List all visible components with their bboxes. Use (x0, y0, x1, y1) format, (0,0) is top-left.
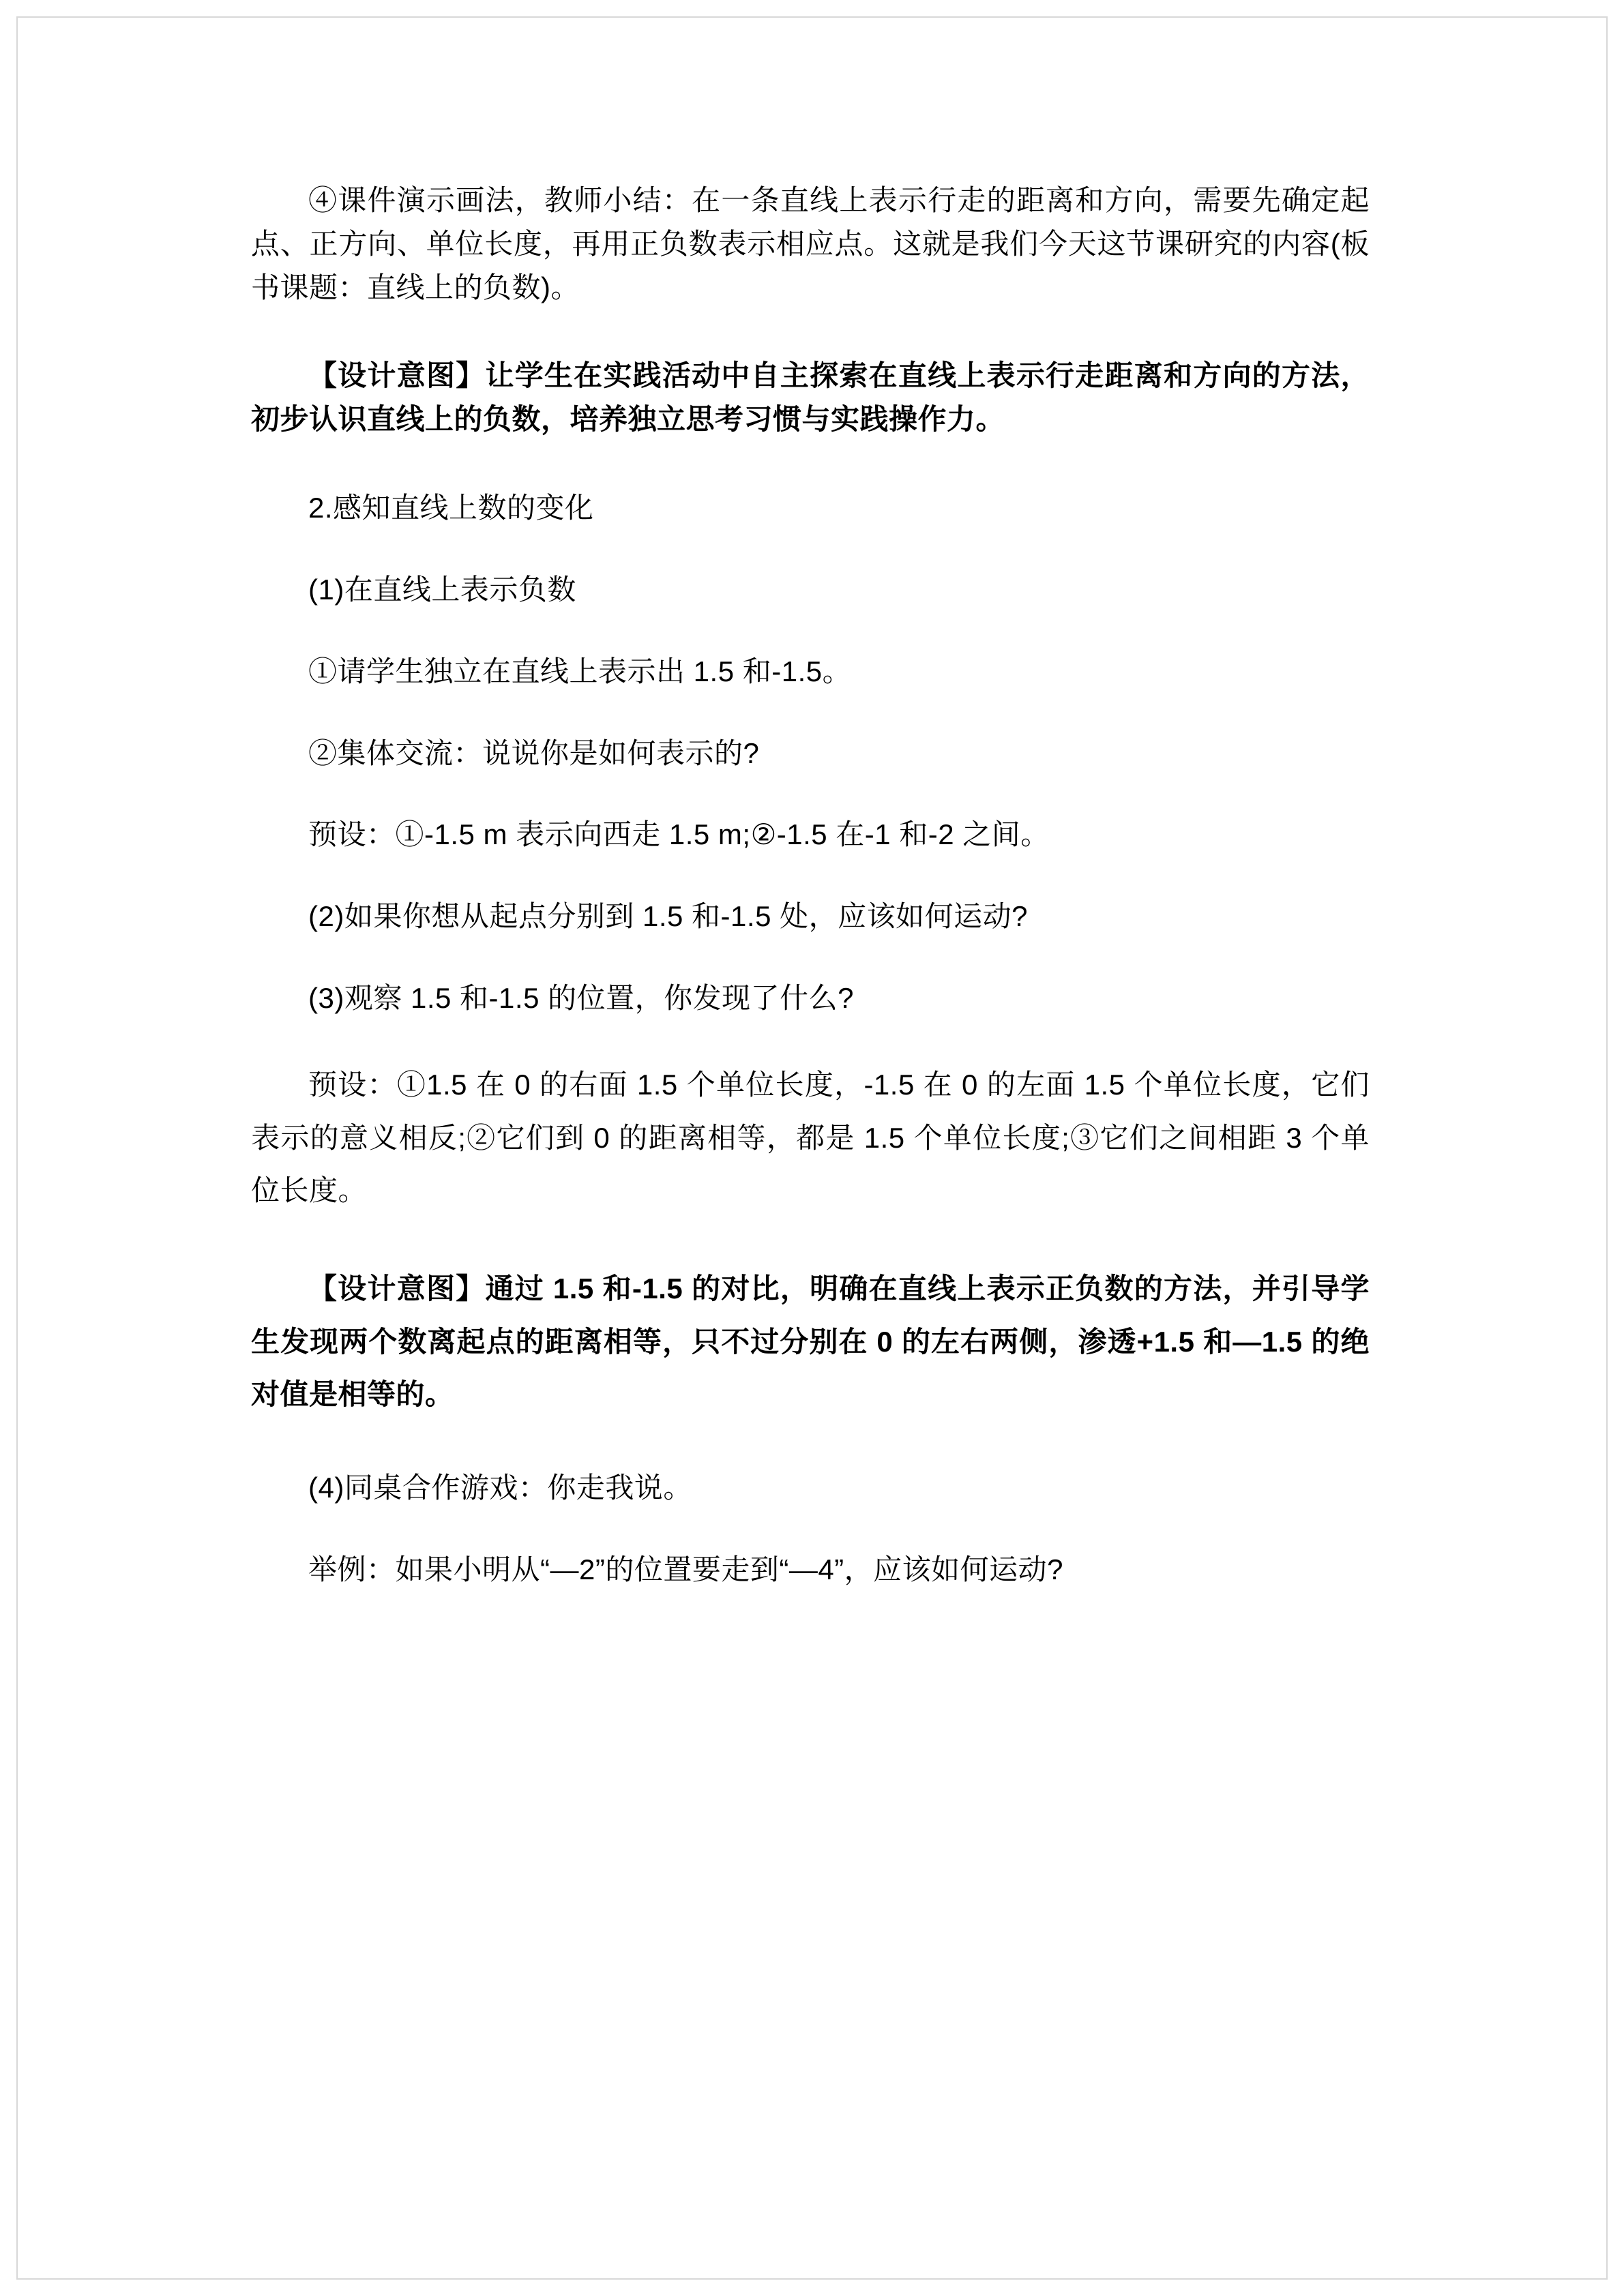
paragraph-item-4: (4)同桌合作游戏：你走我说。 (308, 1472, 692, 1504)
paragraph-preset-1: 预设：①-1.5 m 表示向西走 1.5 m;②-1.5 在-1 和-2 之间。 (308, 818, 1050, 851)
paragraph-item-1-a: ①请学生独立在直线上表示出 1.5 和-1.5。 (308, 655, 852, 687)
paragraph-example: 举例：如果小明从“—2”的位置要走到“—4”，应该如何运动? (308, 1553, 1064, 1585)
paragraph-item-1: (1)在直线上表示负数 (308, 573, 576, 606)
paragraph-courseware-demo: ④课件演示画法，教师小结：在一条直线上表示行走的距离和方向，需要先确定起点、正方向、单位长度，再用正负数表示相应点。这就是我们今天这节课研究的内容(板书课题：直线上的负数)。 (251, 184, 1370, 303)
paragraph-design-intent-1: 【设计意图】让学生在实践活动中自主探索在直线上表示行走距离和方向的方法，初步认识直线上的负数，培养独立思考习惯与实践操作力。 (251, 359, 1370, 436)
paragraph-section-2-heading: 2.感知直线上数的变化 (308, 492, 594, 524)
document-body (251, 179, 1370, 1617)
paragraph-preset-2: 预设：①1.5 在 0 的右面 1.5 个单位长度，-1.5 在 0 的左面 1.5 个单位长度，它们表示的意义相反;②它们到 0 的距离相等，都是 1.5 个单位长度;③它们之间相距 3 个单位长度。 (251, 1068, 1370, 1207)
paragraph-item-2: (2)如果你想从起点分别到 1.5 和-1.5 处，应该如何运动? (308, 900, 1028, 933)
paragraph-item-1-b: ②集体交流：说说你是如何表示的? (308, 736, 760, 769)
paragraph-design-intent-2: 【设计意图】通过 1.5 和-1.5 的对比，明确在直线上表示正负数的方法，并引导学生发现两个数离起点的距离相等，只不过分别在 0 的左右两侧，渗透+1.5 和—1.5 的绝对值是相等的。 (251, 1272, 1370, 1411)
paragraph-item-3: (3)观察 1.5 和-1.5 的位置，你发现了什么? (308, 982, 854, 1015)
